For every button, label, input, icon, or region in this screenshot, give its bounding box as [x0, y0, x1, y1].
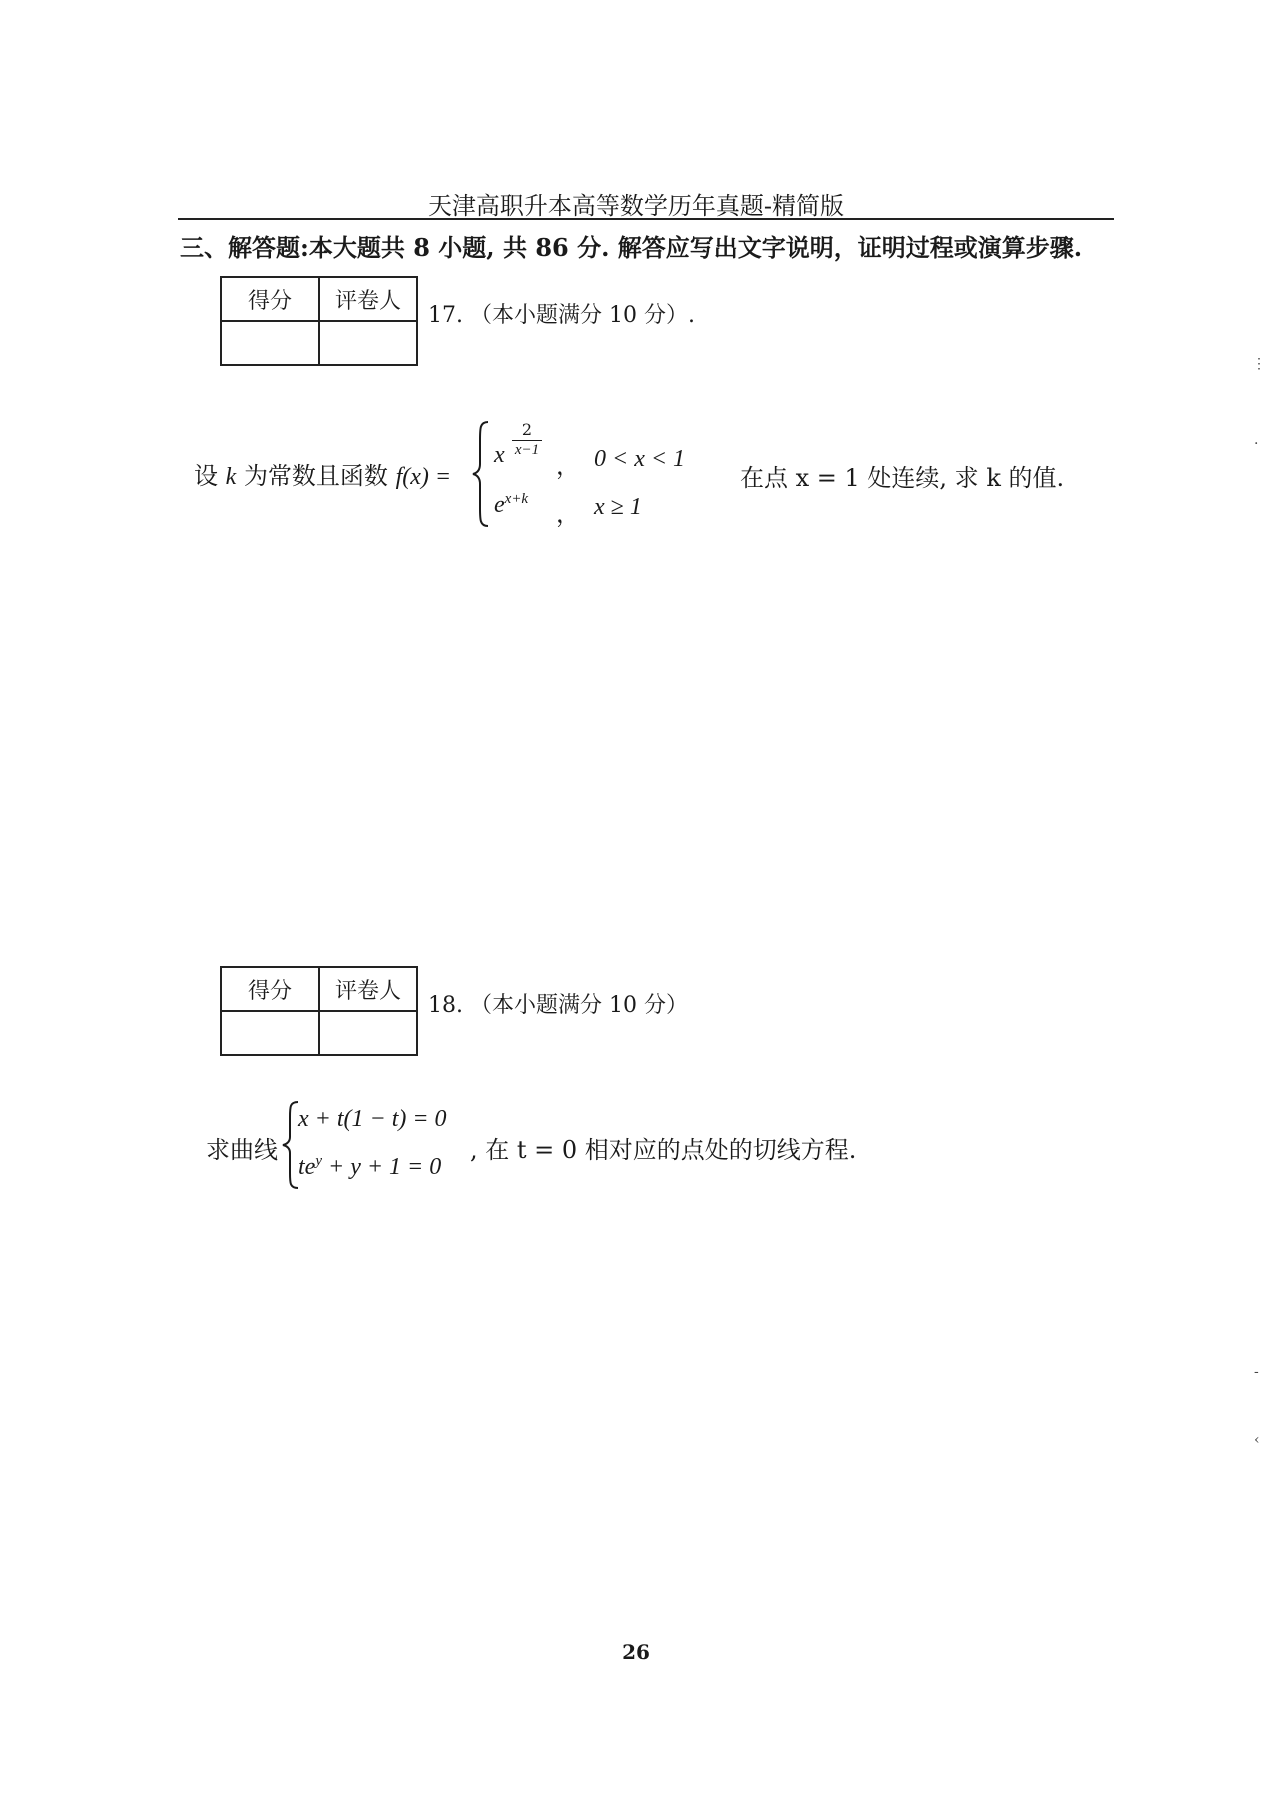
q17-case1: [494, 440, 505, 469]
grader-cell: [319, 321, 417, 365]
q18-tail: , 在 t = 0 相对应的点处的切线方程.: [470, 1136, 857, 1164]
q17-case2-base: e: [494, 492, 505, 518]
q17-score-table: [220, 276, 418, 366]
q17-case1-base: x: [494, 442, 505, 468]
q17-case2: [494, 490, 528, 519]
q17-intro: [194, 456, 451, 491]
q17-k: k: [225, 464, 237, 490]
q18-lead: 求曲线: [206, 1136, 278, 1164]
q17-brace: [470, 420, 492, 528]
q17-exp-denominator: x−1: [514, 442, 540, 458]
q17-exp-numerator: 2: [521, 420, 533, 439]
q17-lead2: 为常数且函数: [243, 462, 388, 490]
q18-equation-1: x + t(1 − t) = 0: [298, 1106, 447, 1132]
grader-header: 评卷人: [319, 967, 417, 1011]
scan-mark: ·: [1254, 436, 1259, 452]
q17-exp-fraction-bar: [512, 440, 542, 441]
score-cell: [221, 1011, 319, 1055]
score-header: 得分: [221, 277, 319, 321]
grader-cell: [319, 1011, 417, 1055]
score-header: 得分: [221, 967, 319, 1011]
q18-score-table: [220, 966, 418, 1056]
q18-eq2-exponent: y: [315, 1153, 322, 1169]
q17-case2-condition: x ≥ 1: [594, 494, 642, 520]
q17-case1-exponent: [510, 420, 544, 459]
header-divider: [178, 218, 1114, 220]
q17-case1-comma: ，: [556, 452, 580, 480]
scan-mark: ‹: [1254, 1432, 1260, 1448]
scan-mark: ⋮: [1252, 356, 1266, 372]
q18-eq2-te: te: [298, 1154, 316, 1180]
q17-label: 17. （本小题满分 10 分）.: [428, 303, 695, 328]
q17-lead: 设: [194, 462, 218, 490]
page-number: 26: [622, 1640, 650, 1664]
q17-fx: f(x) =: [395, 464, 452, 490]
score-cell: [221, 321, 319, 365]
q18-label: 18. （本小题满分 10 分）: [428, 993, 688, 1018]
q18-equation-2: [298, 1152, 441, 1181]
q17-tail: 在点 x = 1 处连续, 求 k 的值.: [740, 464, 1065, 492]
scan-mark: -: [1254, 1364, 1259, 1380]
q17-case2-comma: ，: [556, 500, 580, 528]
page-header-title: 天津高职升本高等数学历年真题-精简版: [427, 192, 845, 220]
grader-header: 评卷人: [319, 277, 417, 321]
q17-case2-exponent: x+k: [504, 491, 529, 507]
q17-case1-condition: 0 < x < 1: [594, 446, 686, 472]
q18-eq2-rest: + y + 1 = 0: [322, 1154, 442, 1180]
section-heading: 三、解答题:本大题共 8 小题, 共 86 分. 解答应写出文字说明，证明过程或演算步骤.: [180, 233, 1083, 262]
